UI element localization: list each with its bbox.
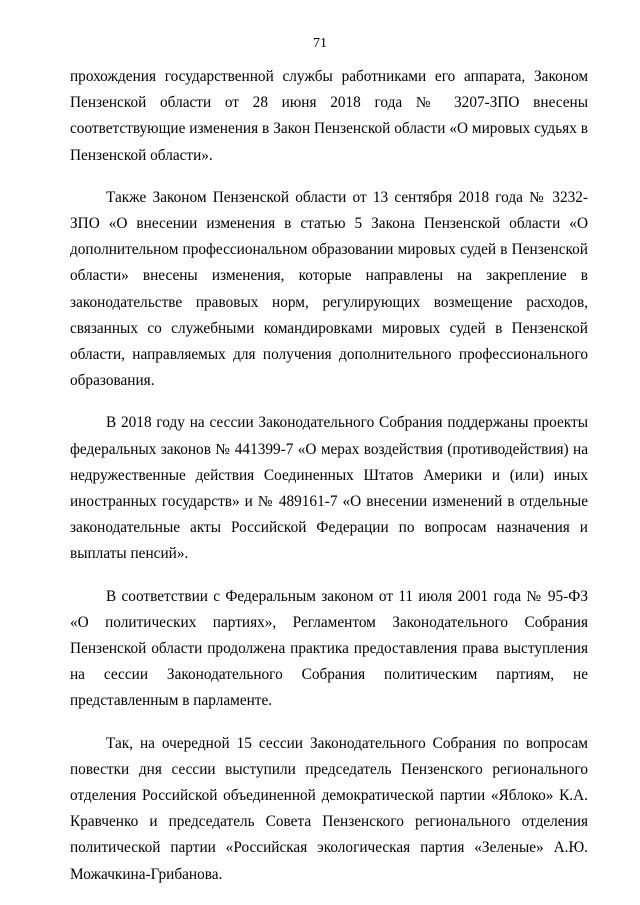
paragraph-4: В соответствии с Федеральным законом от 11 июля 2001 года № 95-ФЗ «О политических партиях», Регламентом Законодательного Собрания Пензенской области продолжена практика предоставления права выступления на сессии Законодательного Собрания политическим партиям, не представленным в парламенте. <box>70 587 588 710</box>
paragraph-5: Так, на очередной 15 сессии Законодательного Собрания по вопросам повестки дня сессии выступили председатель Пензенского регионального отделения Российской объединенной демократической партии «Яблоко» К.А. Кравченко и председатель Совета Пензенского регионального отделения политической партии «Российская экологическая партия «Зеленые» А.Ю. Можачкина-Грибанова. <box>70 734 588 883</box>
document-body <box>70 64 588 904</box>
page-number: 71 <box>313 36 327 51</box>
paragraph-1: прохождения государственной службы работниками его аппарата, Законом Пензенской области от 28 июня 2018 года № 3207-ЗПО внесены соответствующие изменения в Закон Пензенской области «О мировых судьях в Пензенской области». <box>70 68 588 164</box>
paragraph-3: В 2018 году на сессии Законодательного Собрания поддержаны проекты федеральных законов № 441399-7 «О мерах воздействия (противодействия) на недружественные действия Соединенных Штатов Америки и (или) иных иностранных государств» и № 489161-7 «О внесении изменений в отдельные законодательные акты Российской Федерации по вопросам назначения и выплаты пенсий». <box>70 414 588 563</box>
paragraph-2: Также Законом Пензенской области от 13 сентября 2018 года № 3232-ЗПО «О внесении изменения в статью 5 Закона Пензенской области «О дополнительном профессиональном образовании мировых судей в Пензенской области» внесены изменения, которые направлены на закрепление в законодательстве правовых норм, регулирующих возмещение расходов, связанных со служебными командировками мировых судей в Пензенской области, направляемых для получения дополнительного профессионального образования. <box>70 188 588 390</box>
